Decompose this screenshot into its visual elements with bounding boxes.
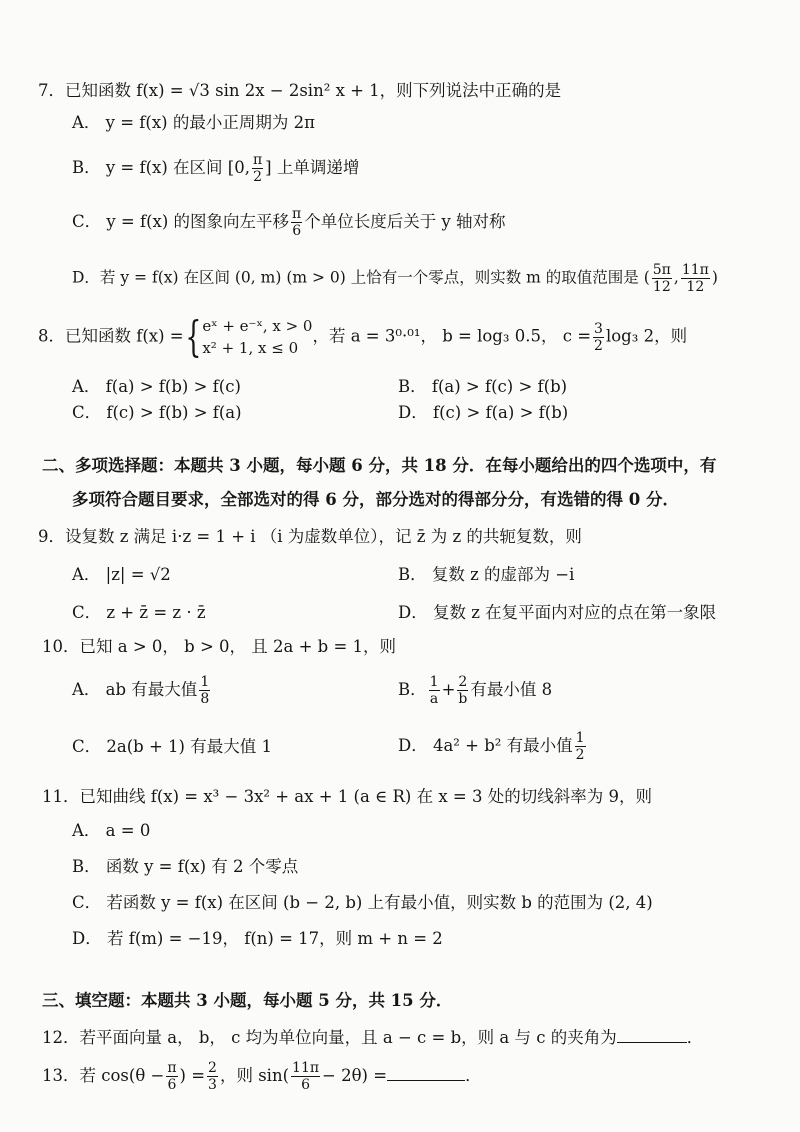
q9-option-c: C． z + z̄ = z · z̄ bbox=[72, 603, 206, 622]
q7-option-c: C． y = f(x) 的图象向左平移 $\frac{\pi}{6}$ 个单位长度后关于 y 轴对称 bbox=[72, 206, 506, 239]
section-3-heading: 三、填空题：本题共 3 小题，每小题 5 分，共 15 分． bbox=[42, 991, 453, 1010]
fraction: $\frac{1}{8}$ bbox=[200, 674, 210, 707]
fraction: $\frac{5\pi}{12}$ bbox=[652, 262, 671, 295]
q9-option-a: A． |z| = √2 bbox=[72, 565, 171, 584]
fraction: $\frac{1}{a}$ bbox=[429, 674, 439, 707]
answer-blank bbox=[617, 1026, 687, 1043]
q9-option-b: B． 复数 z 的虚部为 −i bbox=[398, 565, 575, 584]
fraction: $\frac{2}{3}$ bbox=[208, 1060, 217, 1093]
q11-option-d: D． 若 f(m) = −19， f(n) = 17，则 m + n = 2 bbox=[72, 929, 443, 948]
q8-stem: 8．已知函数 f(x) ={ eˣ + e⁻ˣ, x > 0 x² + 1, x ≤ 0 ，若 a = 3⁰·⁰¹， b = log₃ 0.5， c = $\frac{3}{2}$ log₃ 2，则 bbox=[38, 312, 688, 361]
brace-icon: { bbox=[184, 312, 201, 361]
fraction: $\frac{11\pi}{6}$ bbox=[292, 1060, 320, 1093]
fraction: $\frac{\pi}{2}$ bbox=[252, 152, 263, 185]
q8-option-d: D． f(c) > f(a) > f(b) bbox=[398, 403, 569, 422]
q10-option-b: B． $\frac{1}{a}$ + $\frac{2}{b}$ 有最小值 8 bbox=[398, 674, 553, 707]
fraction: $\frac{1}{2}$ bbox=[575, 730, 585, 763]
q10-option-a: A． ab 有最大值 $\frac{1}{8}$ bbox=[72, 674, 210, 707]
q8-option-c: C． f(c) > f(b) > f(a) bbox=[72, 403, 242, 422]
q7-option-d: D．若 y = f(x) 在区间 (0, m) (m > 0) 上恰有一个零点，则实数 m 的取值范围是 ( $\frac{5\pi}{12}$ , $\frac{11\pi}{12}$ ) bbox=[72, 262, 718, 295]
q10-stem: 10．已知 a > 0， b > 0， 且 2a + b = 1，则 bbox=[42, 637, 397, 656]
q8-option-a: A． f(a) > f(b) > f(c) bbox=[72, 377, 241, 396]
q12-stem: 12．若平面向量 a， b， c 均为单位向量，且 a − c = b，则 a 与 c 的夹角为 ． bbox=[42, 1028, 704, 1047]
q11-option-b: B． 函数 y = f(x) 有 2 个零点 bbox=[72, 857, 299, 876]
piecewise-cases: eˣ + e⁻ˣ, x > 0 x² + 1, x ≤ 0 bbox=[202, 317, 313, 357]
section-2-instructions: 多项符合题目要求，全部选对的得 6 分，部分选对的得部分分，有选错的得 0 分． bbox=[72, 490, 679, 509]
q11-option-a: A． a = 0 bbox=[72, 821, 151, 840]
q8-option-b: B． f(a) > f(c) > f(b) bbox=[398, 377, 568, 396]
q10-option-d: D． 4a² + b² 有最小值 $\frac{1}{2}$ bbox=[398, 730, 585, 763]
section-2-heading: 二、多项选择题：本题共 3 小题，每小题 6 分，共 18 分．在每小题给出的四个选项中，有 bbox=[42, 456, 717, 475]
fraction: $\frac{\pi}{6}$ bbox=[292, 206, 302, 239]
q7-stem: 7．已知函数 f(x) = √3 sin 2x − 2sin² x + 1，则下列说法中正确的是 bbox=[38, 81, 562, 100]
q13-stem: 13．若 cos(θ − $\frac{\pi}{6}$ ) = $\frac{2}{3}$ ，则 sin( $\frac{11\pi}{6}$ − 2θ) = ． bbox=[42, 1060, 482, 1093]
q11-option-c: C． 若函数 y = f(x) 在区间 (b − 2, b) 上有最小值，则实数 b 的范围为 (2, 4) bbox=[72, 893, 653, 912]
q7-option-b: B． y = f(x) 在区间 [0, $\frac{\pi}{2}$ ] 上单调递增 bbox=[72, 152, 360, 185]
fraction: $\frac{2}{b}$ bbox=[458, 674, 468, 707]
fraction: $\frac{3}{2}$ bbox=[594, 320, 603, 354]
q11-stem: 11．已知曲线 f(x) = x³ − 3x² + ax + 1 (a ∈ R) 在 x = 3 处的切线斜率为 9，则 bbox=[42, 787, 652, 806]
q7-option-a: A． y = f(x) 的最小正周期为 2π bbox=[72, 113, 315, 132]
q9-option-d: D． 复数 z 在复平面内对应的点在第一象限 bbox=[398, 603, 717, 622]
q10-option-c: C． 2a(b + 1) 有最大值 1 bbox=[72, 737, 272, 756]
fraction: $\frac{\pi}{6}$ bbox=[167, 1060, 177, 1093]
fraction: $\frac{11\pi}{12}$ bbox=[681, 262, 709, 295]
q9-stem: 9．设复数 z 满足 i·z = 1 + i （i 为虚数单位），记 z̄ 为 z 的共轭复数，则 bbox=[38, 527, 582, 546]
answer-blank bbox=[387, 1064, 465, 1081]
